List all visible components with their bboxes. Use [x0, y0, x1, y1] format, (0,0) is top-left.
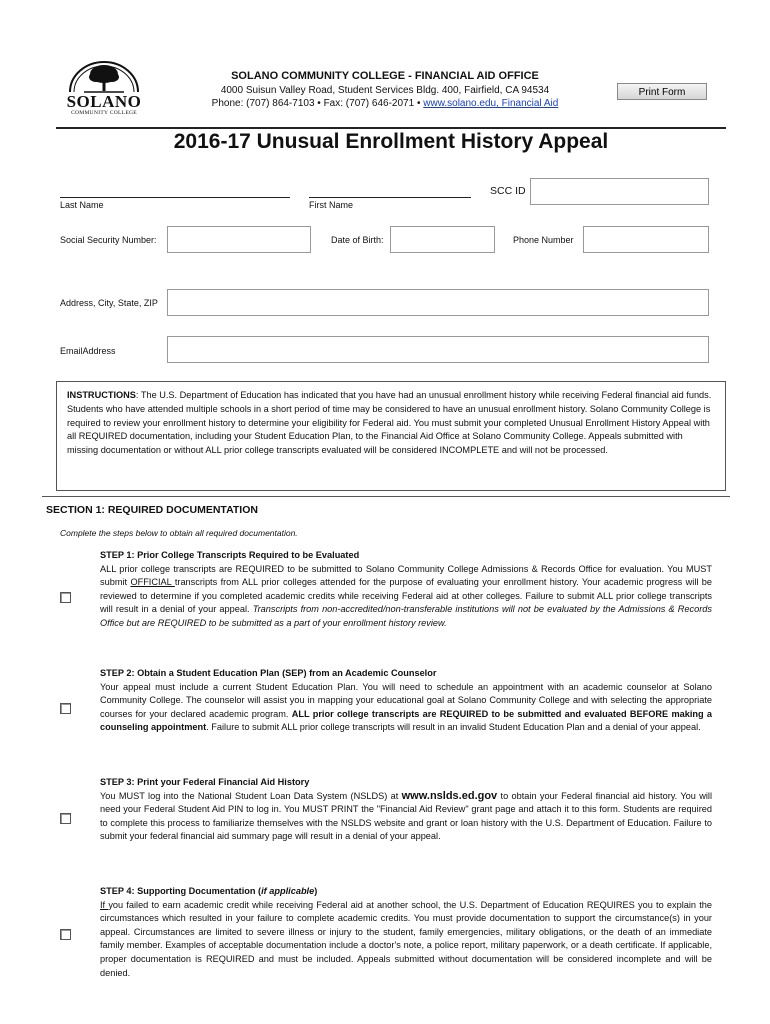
- step-2-text-b: . Failure to submit ALL prior college transcripts will result in an invalid Student Education Plan and a denial of your appeal.: [206, 722, 701, 733]
- dob-label: Date of Birth:: [331, 235, 384, 245]
- dob-field[interactable]: [390, 226, 495, 253]
- step-1-text-a: ALL prior college transcripts are REQUIRED to be submitted to Solano Community College Admissions & Records Office for evaluation. You MUST submit: [100, 563, 712, 588]
- address-input[interactable]: [168, 290, 708, 315]
- step-4-body: [100, 899, 712, 981]
- step-2: [100, 667, 712, 735]
- first-name-line: [309, 197, 471, 198]
- step-4-heading-end: ): [314, 886, 318, 896]
- email-input[interactable]: [168, 337, 708, 362]
- page-title: 2016-17 Unusual Enrollment History Appeal: [173, 130, 609, 153]
- step-4: [100, 885, 712, 980]
- instructions-label: INSTRUCTIONS: [67, 390, 136, 400]
- logo-subtitle: COMMUNITY COLLEGE: [71, 110, 137, 116]
- address-label: Address, City, State, ZIP: [60, 298, 158, 308]
- step-4-if: If: [100, 899, 109, 910]
- step-1: [100, 549, 712, 631]
- phone-input[interactable]: [584, 227, 708, 252]
- last-name-line: [60, 197, 290, 198]
- office-name: SOLANO COMMUNITY COLLEGE - FINANCIAL AID OFFICE: [231, 70, 539, 82]
- step-3-checkbox[interactable]: [60, 813, 71, 824]
- step-1-italic-note: Transcripts from non-accredited/non-transferable institutions will not be evaluated by the Admissions & Records Office but are REQUIRED to be submitted as a part of your enrollment history review.: [100, 604, 712, 628]
- step-2-heading: STEP 2: Obtain a Student Education Plan (SEP) from an Academic Counselor: [100, 668, 437, 678]
- step-3-heading: STEP 3: Print your Federal Financial Aid History: [100, 777, 310, 787]
- ssn-label: Social Security Number:: [60, 235, 157, 245]
- phone-field[interactable]: [583, 226, 709, 253]
- step-2-text-a: Your appeal must include a current Student Education Plan. You will need to schedule an appointment with an academic counselor at Solano Community College. The counselor will assist you in mapping your educational goal at Solano Community College and with selecting the appropriate courses for your declared academic program.: [100, 681, 712, 719]
- step-4-text: you failed to earn academic credit while receiving Federal aid at another school, the U.S. Department of Education REQUIRES you to explain the circumstances which resulted in your failure to complete academic credits. You must provide documentation to support the circumstance(s) in your appeal. Circumstances are limited to severe illness or injury to the student, family emergencies, military obligations, or the death of an immediate family member. Examples of acceptable documentation include a doctor's note, a police report, military paperwork, or a death certificate. If applicable, proper documentation is REQUIRED and must be included. Appeals submitted without documentation will be considered incomplete and will be denied.: [100, 899, 712, 978]
- step-4-heading-italic: if applicable: [261, 886, 315, 896]
- step-3-text-b: to obtain your Federal financial aid history. You will need your Federal Student Aid PIN to log in. You MUST PRINT the "Financial Aid Review" grant page and attach it to this form. Students are required to complete this process to familiarize themselves with the NSLDS website and grant or loan history with the U.S. Department of Education. Failure to submit your federal financial aid summary page will result in a denial of your appeal.: [100, 790, 712, 842]
- step-4-checkbox[interactable]: [60, 929, 71, 940]
- website-link[interactable]: www.solano.edu, Financial Aid: [423, 98, 559, 109]
- step-3: [100, 776, 712, 844]
- scc-id-label: SCC ID: [490, 185, 526, 197]
- ssn-input[interactable]: [168, 227, 310, 252]
- scc-id-field[interactable]: [530, 178, 709, 205]
- dob-input[interactable]: [391, 227, 494, 252]
- email-field[interactable]: [167, 336, 709, 363]
- step-2-checkbox[interactable]: [60, 703, 71, 714]
- step-1-checkbox[interactable]: [60, 592, 71, 603]
- instructions-box: [56, 381, 726, 491]
- step-1-official: OFFICIAL: [130, 577, 175, 588]
- logo-wordmark: SOLANO: [66, 92, 142, 111]
- step-1-text-b: transcripts from ALL prior colleges attended for the purpose of evaluating your enrollment history. Your academic progress will be reviewed to determine if you completed academic credits while receiving Federal aid at other colleges. Failure to submit ALL prior college transcripts will result in a denial of your appeal.: [100, 577, 712, 615]
- office-address: 4000 Suisun Valley Road, Student Services Bldg. 400, Fairfield, CA 94534: [220, 85, 550, 96]
- header-divider: [56, 127, 726, 129]
- contact-text: Phone: (707) 864-7103 • Fax: (707) 646-2071 •: [211, 98, 424, 109]
- section-1-heading: SECTION 1: REQUIRED DOCUMENTATION: [46, 504, 258, 516]
- step-3-text-a: You MUST log into the National Student Loan Data System (NSLDS) at: [100, 790, 402, 801]
- office-contact: [150, 98, 620, 109]
- scc-id-input[interactable]: [531, 179, 708, 204]
- last-name-label: Last Name: [60, 200, 104, 210]
- nslds-link[interactable]: www.nslds.ed.gov: [401, 789, 498, 802]
- step-4-heading: [100, 885, 712, 899]
- step-1-body: [100, 563, 712, 631]
- print-form-button[interactable]: Print Form: [617, 83, 707, 100]
- instructions-text: : The U.S. Department of Education has indicated that you have had an unusual enrollment history while receiving Federal financial aid funds. Students who have attended multiple schools in a short period of time may be considered to have an unusual enrollment history. Solano Community College is required to review your enrollment history to determine your eligibility for Federal aid. You must submit your completed Unusual Enrollment History Appeal with all REQUIRED documentation, including your Student Education Plan, to the Financial Aid Office at Solano Community College. Appeals submitted with missing documentation or without ALL prior college transcripts evaluated will be considered INCOMPLETE and will not be processed.: [67, 390, 712, 456]
- address-field[interactable]: [167, 289, 709, 316]
- phone-label: Phone Number: [513, 235, 574, 245]
- step-2-bold: ALL prior college transcripts are REQUIRED to be submitted and evaluated BEFORE making a counseling appointment: [100, 708, 712, 733]
- step-1-heading: STEP 1: Prior College Transcripts Required to be Evaluated: [100, 550, 360, 560]
- ssn-field[interactable]: [167, 226, 311, 253]
- step-3-body: [100, 790, 712, 844]
- step-2-body: [100, 681, 712, 735]
- section-divider: [42, 496, 730, 497]
- step-4-heading-text: STEP 4: Supporting Documentation (: [100, 886, 262, 896]
- section-1-note: Complete the steps below to obtain all required documentation.: [60, 528, 298, 538]
- email-label: EmailAddress: [60, 346, 116, 356]
- first-name-label: First Name: [309, 200, 354, 210]
